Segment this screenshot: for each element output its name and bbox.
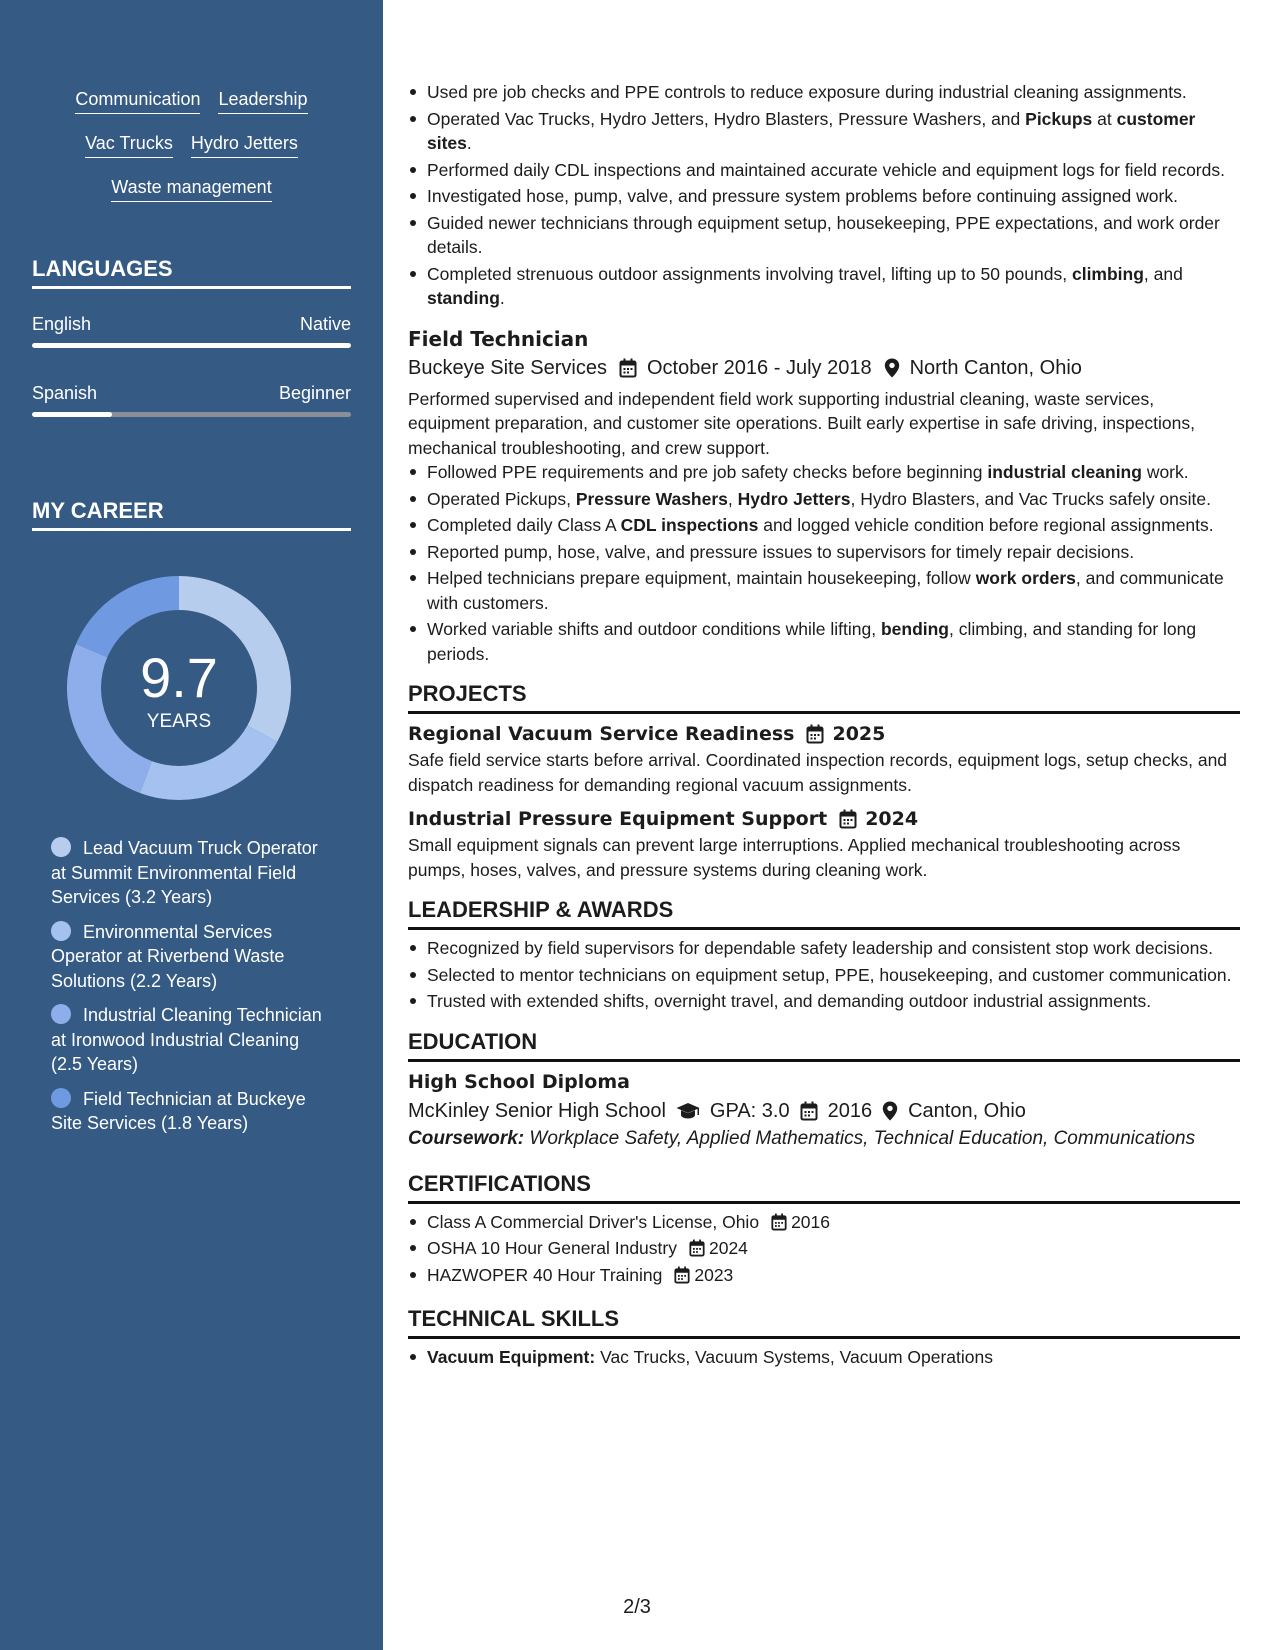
certification-name: Class A Commercial Driver's License, Ohio	[427, 1211, 760, 1232]
skill-row	[32, 176, 351, 202]
project-title: Industrial Pressure Equipment Support	[408, 808, 828, 830]
job-location: North Canton, Ohio	[909, 356, 1082, 379]
bullet-item: Guided newer technicians through equipment setup, housekeeping, PPE expectations, and work order details.	[408, 211, 1240, 260]
skill-tags	[32, 88, 351, 202]
bullet-item: Completed strenuous outdoor assignments involving travel, lifting up to 50 pounds, climbing, and standing.	[408, 262, 1240, 311]
bullet-item: Reported pump, hose, valve, and pressure issues to supervisors for timely repair decisions.	[408, 540, 1240, 565]
skill-tag: Leadership	[218, 88, 307, 114]
skill-tag: Hydro Jetters	[191, 132, 298, 158]
map-pin-icon	[882, 1101, 898, 1121]
skill-tag: Vac Trucks	[85, 132, 173, 158]
previous-job-bullets	[408, 80, 1240, 311]
languages-heading: LANGUAGES	[32, 256, 351, 289]
career-item	[51, 1003, 331, 1077]
language-spanish	[32, 383, 351, 417]
skill-row	[32, 132, 351, 158]
career-item-text: Lead Vacuum Truck Operator at Summit Environmental Field Services (3.2 Years)	[51, 838, 318, 907]
bullet-item: Worked variable shifts and outdoor conditions while lifting, bending, climbing, and standing for long periods.	[408, 617, 1240, 666]
calendar-icon	[800, 1101, 818, 1121]
legend-dot	[51, 1088, 71, 1108]
project-title-row	[408, 805, 1240, 833]
donut-segment	[67, 644, 152, 793]
donut-segment	[140, 726, 277, 800]
language-row	[32, 383, 351, 404]
career-list	[51, 836, 331, 1146]
language-name: Spanish	[32, 383, 98, 403]
certification-year: 2023	[694, 1264, 734, 1285]
project-item	[408, 805, 1240, 882]
skill-tag: Communication	[75, 88, 200, 114]
certifications-heading: CERTIFICATIONS	[408, 1170, 1240, 1204]
technical-skill-label: Vacuum Equipment:	[427, 1347, 596, 1367]
career-item	[51, 1087, 331, 1136]
awards-heading: LEADERSHIP & AWARDS	[408, 896, 1240, 930]
project-title: Regional Vacuum Service Readiness	[408, 723, 795, 745]
bullet-item: Used pre job checks and PPE controls to reduce exposure during industrial cleaning assignments.	[408, 80, 1240, 105]
language-bar-fill	[32, 412, 112, 417]
sidebar	[0, 0, 383, 1650]
skill-row	[32, 88, 351, 114]
bullet-item: Followed PPE requirements and pre job safety checks before beginning industrial cleaning work.	[408, 460, 1240, 485]
project-title-row	[408, 720, 1240, 748]
certifications-list	[408, 1210, 1240, 1288]
certification-year: 2016	[791, 1211, 830, 1232]
certification-name: OSHA 10 Hour General Industry	[427, 1238, 677, 1258]
project-description: Small equipment signals can prevent large interruptions. Applied mechanical troubleshooting across pumps, hoses, valves, and pressure systems during cleaning work.	[408, 835, 1181, 880]
main-content	[408, 80, 1240, 1372]
education-school: McKinley Senior High School	[408, 1099, 666, 1122]
legend-dot	[51, 1004, 71, 1024]
certification-name: HAZWOPER 40 Hour Training	[427, 1264, 663, 1285]
job-bullets	[408, 460, 1240, 666]
project-description: Safe field service starts before arrival. Coordinated inspection records, equipment logs, setup checks, and dispatch readiness for demanding regional vacuum assignments.	[408, 750, 1228, 795]
education-coursework	[408, 1126, 1240, 1152]
education-degree: High School Diploma	[408, 1070, 630, 1093]
skill-tag: Waste management	[111, 176, 271, 202]
technical-skill-item	[408, 1345, 1240, 1370]
certification-item	[408, 1210, 1240, 1235]
certification-year: 2024	[708, 1238, 748, 1258]
graduation-cap-icon	[676, 1102, 700, 1120]
certification-item	[408, 1263, 1240, 1288]
awards-list	[408, 936, 1240, 1014]
award-item: Selected to mentor technicians on equipment setup, PPE, housekeeping, and customer communication.	[408, 963, 1240, 988]
technical-skills-heading: TECHNICAL SKILLS	[408, 1305, 1240, 1339]
calendar-icon	[619, 358, 637, 378]
education-year: 2016	[827, 1099, 873, 1122]
calendar-icon	[806, 724, 824, 744]
job-dates: October 2016 - July 2018	[646, 356, 872, 379]
language-bar	[32, 412, 351, 417]
education-heading: EDUCATION	[408, 1028, 1240, 1062]
bullet-item: Investigated hose, pump, valve, and pressure system problems before continuing assigned work.	[408, 184, 1240, 209]
education-location: Canton, Ohio	[908, 1099, 1026, 1122]
career-item	[51, 920, 331, 994]
job-title: Field Technician	[408, 326, 589, 351]
language-bar	[32, 343, 351, 348]
career-item-text: Field Technician at Buckeye Site Services (1.8 Years)	[51, 1088, 306, 1133]
language-bar-fill	[32, 343, 351, 348]
project-item	[408, 720, 1240, 797]
language-row	[32, 314, 351, 335]
job-summary: Performed supervised and independent field work supporting industrial cleaning, waste services, equipment preparation, and customer site operations. Built early expertise in safe driving, inspections, mechanical troubleshooting, and crew support.	[408, 388, 1195, 458]
legend-dot	[51, 921, 71, 941]
projects-heading: PROJECTS	[408, 680, 1240, 714]
calendar-icon	[839, 809, 857, 829]
calendar-icon	[689, 1239, 705, 1257]
page-number: 2/3	[623, 1596, 651, 1618]
award-item: Recognized by field supervisors for dependable safety leadership and consistent stop work decisions.	[408, 936, 1240, 961]
map-pin-icon	[884, 358, 900, 378]
career-heading: MY CAREER	[32, 498, 351, 531]
bullet-item: Helped technicians prepare equipment, maintain housekeeping, follow work orders, and communicate with customers.	[408, 566, 1240, 615]
bullet-item: Performed daily CDL inspections and maintained accurate vehicle and equipment logs for field records.	[408, 158, 1240, 183]
language-english	[32, 314, 351, 348]
education-gpa: GPA: 3.0	[709, 1099, 790, 1122]
award-item: Trusted with extended shifts, overnight travel, and demanding outdoor industrial assignments.	[408, 989, 1240, 1014]
career-item	[51, 836, 331, 910]
calendar-icon	[674, 1266, 690, 1284]
language-level: Beginner	[278, 383, 351, 403]
job-company: Buckeye Site Services	[408, 356, 607, 379]
career-item-text: Industrial Cleaning Technician at Ironwood Industrial Cleaning (2.5 Years)	[51, 1005, 322, 1074]
project-year: 2025	[832, 723, 886, 745]
bullet-item: Operated Vac Trucks, Hydro Jetters, Hydro Blasters, Pressure Washers, and Pickups at customer sites.	[408, 107, 1240, 156]
education-meta	[408, 1096, 1240, 1126]
language-name: English	[32, 314, 92, 334]
calendar-icon	[771, 1213, 787, 1231]
certification-item	[408, 1236, 1240, 1261]
coursework-label: Coursework:	[408, 1127, 525, 1149]
bullet-item: Completed daily Class A CDL inspections and logged vehicle condition before regional assignments.	[408, 513, 1240, 538]
project-year: 2024	[865, 808, 919, 830]
career-total-years: 9.7	[140, 646, 218, 709]
career-donut-chart	[66, 575, 292, 801]
job-meta	[408, 353, 1240, 383]
bullet-item: Operated Pickups, Pressure Washers, Hydro Jetters, Hydro Blasters, and Vac Trucks safely onsite.	[408, 487, 1240, 512]
legend-dot	[51, 837, 71, 857]
career-total-unit: YEARS	[146, 711, 212, 732]
language-level: Native	[299, 314, 351, 334]
coursework-list: Workplace Safety, Applied Mathematics, Technical Education, Communications	[524, 1127, 1196, 1149]
technical-skill-value: Vac Trucks, Vacuum Systems, Vacuum Operations	[595, 1347, 994, 1367]
career-item-text: Environmental Services Operator at Riverbend Waste Solutions (2.2 Years)	[51, 921, 285, 991]
technical-skills-list	[408, 1345, 1240, 1370]
